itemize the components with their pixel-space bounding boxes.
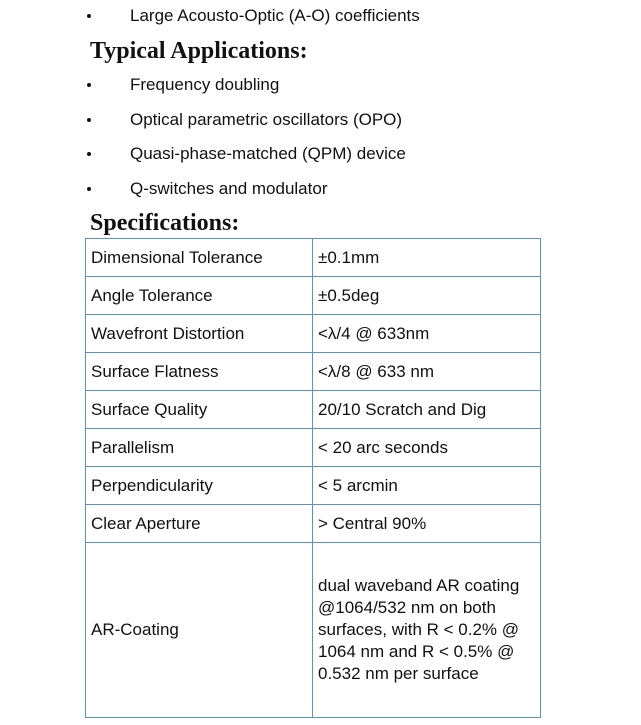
spec-value: ±0.1mm	[313, 239, 541, 277]
spec-value: <λ/8 @ 633 nm	[313, 353, 541, 391]
spec-label: Angle Tolerance	[86, 277, 313, 315]
spec-value	[313, 543, 541, 718]
spec-value: ±0.5deg	[313, 277, 541, 315]
spec-value-line: dual waveband AR coating	[318, 576, 520, 595]
table-row	[86, 467, 541, 505]
spec-value: > Central 90%	[313, 505, 541, 543]
bullet-icon	[87, 118, 91, 122]
list-item-text: Q-switches and modulator	[130, 179, 328, 198]
spec-value-line: surfaces, with R < 0.2% @	[318, 620, 520, 639]
table-row	[86, 391, 541, 429]
spec-label: Clear Aperture	[86, 505, 313, 543]
applications-heading: Typical Applications:	[90, 38, 308, 64]
spec-value: <λ/4 @ 633nm	[313, 315, 541, 353]
list-item	[0, 109, 641, 133]
list-item	[0, 178, 641, 202]
table-row	[86, 315, 541, 353]
specifications-heading: Specifications:	[90, 210, 240, 236]
table-row	[86, 353, 541, 391]
spec-label: AR-Coating	[86, 543, 313, 718]
spec-value-line: @1064/532 nm on both	[318, 598, 496, 617]
spec-label: Dimensional Tolerance	[86, 239, 313, 277]
list-item-text: Quasi-phase-matched (QPM) device	[130, 144, 406, 163]
list-item	[0, 143, 641, 167]
list-item	[0, 74, 641, 98]
spec-value: 20/10 Scratch and Dig	[313, 391, 541, 429]
table-row	[86, 239, 541, 277]
list-item-text: Frequency doubling	[130, 75, 280, 94]
spec-value-line: 0.532 nm per surface	[318, 664, 479, 683]
table-row	[86, 543, 541, 718]
spec-label: Perpendicularity	[86, 467, 313, 505]
spec-label: Surface Quality	[86, 391, 313, 429]
table-row	[86, 277, 541, 315]
spec-label: Parallelism	[86, 429, 313, 467]
table-row	[86, 429, 541, 467]
spec-label: Wavefront Distortion	[86, 315, 313, 353]
bullet-icon	[87, 14, 91, 18]
table-row	[86, 505, 541, 543]
specifications-table	[85, 238, 541, 718]
bullet-icon	[87, 187, 91, 191]
spec-value: < 20 arc seconds	[313, 429, 541, 467]
bullet-icon	[87, 152, 91, 156]
list-item-text: Large Acousto-Optic (A-O) coefficients	[130, 6, 420, 25]
spec-value-line: 1064 nm and R < 0.5% @	[318, 642, 515, 661]
list-item	[0, 5, 641, 29]
spec-label: Surface Flatness	[86, 353, 313, 391]
list-item-text: Optical parametric oscillators (OPO)	[130, 110, 403, 129]
spec-value: < 5 arcmin	[313, 467, 541, 505]
bullet-icon	[87, 83, 91, 87]
